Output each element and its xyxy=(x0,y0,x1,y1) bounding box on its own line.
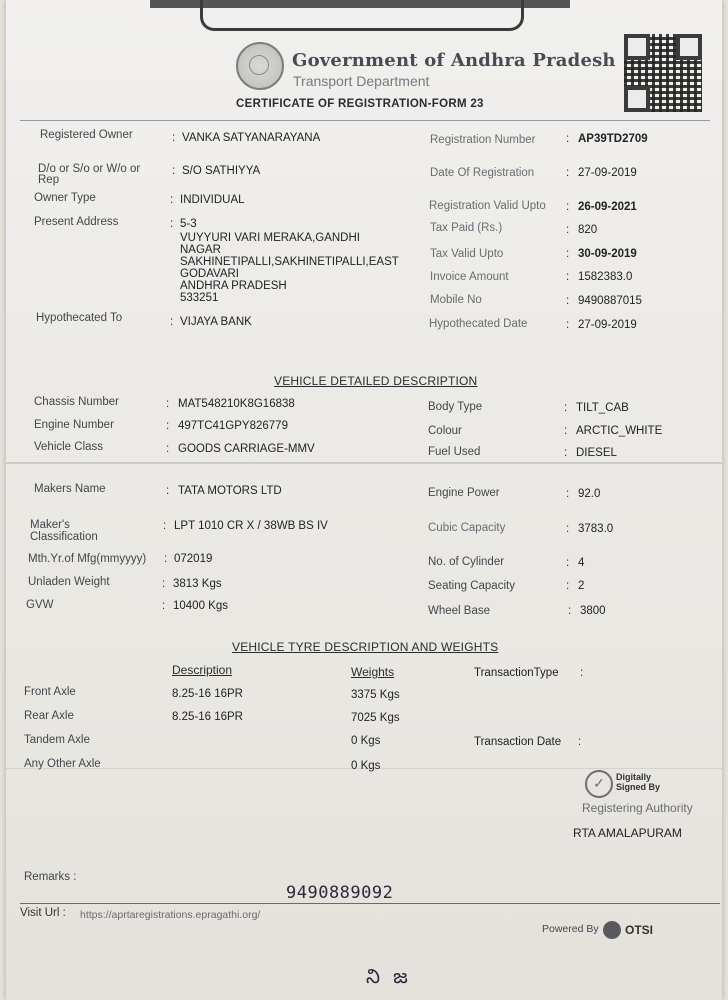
relation-label: D/o or S/o or W/o or xyxy=(38,163,141,175)
engine-power-value: 92.0 xyxy=(578,488,601,500)
certificate-title: CERTIFICATE OF REGISTRATION-FORM 23 xyxy=(236,98,484,110)
cubic-capacity-value: 3783.0 xyxy=(578,523,614,535)
unladen-weight-label: Unladen Weight xyxy=(28,576,110,588)
axle-weight: 0 Kgs xyxy=(351,760,381,772)
makers-name-value: TATA MOTORS LTD xyxy=(178,485,282,497)
chassis-number-value: MAT548210K8G16838 xyxy=(178,398,295,410)
remarks-label: Remarks : xyxy=(24,871,77,883)
tax-paid-value: 820 xyxy=(578,224,598,236)
tyre-description: 8.25-16 16PR xyxy=(172,711,243,723)
axle-label: Any Other Axle xyxy=(24,758,101,770)
registration-number-value: AP39TD2709 xyxy=(578,133,648,145)
vehicle-class-value: GOODS CARRIAGE-MMV xyxy=(178,443,315,455)
axle-label: Front Axle xyxy=(24,686,76,698)
cubic-capacity-label: Cubic Capacity xyxy=(428,522,506,534)
gvw-value: 10400 Kgs xyxy=(173,600,228,612)
address-line: 533251 xyxy=(180,292,219,304)
tax-valid-upto-value: 30-09-2019 xyxy=(578,248,637,260)
body-type-label: Body Type xyxy=(428,401,483,413)
hypothecated-date-value: 27-09-2019 xyxy=(578,319,637,331)
fuel-used-value: DIESEL xyxy=(576,447,617,459)
chassis-number-label: Chassis Number xyxy=(34,396,119,408)
digital-signature-check-icon: ✓ xyxy=(585,770,613,798)
address-line: NAGAR xyxy=(180,244,221,256)
relation-label-rep: Rep xyxy=(38,174,60,186)
mobile-no-value: 9490887015 xyxy=(578,295,642,307)
seating-capacity-value: 2 xyxy=(578,580,585,592)
cylinders-label: No. of Cylinder xyxy=(428,556,505,568)
date-of-registration-label: Date Of Registration xyxy=(430,167,535,179)
axle-weight: 0 Kgs xyxy=(351,735,381,747)
weights-header: Weights xyxy=(351,665,395,679)
registered-owner-label: Registered Owner xyxy=(40,129,133,141)
mfg-value: 072019 xyxy=(174,553,213,565)
otsi-logo-icon xyxy=(603,921,621,939)
qr-code-icon xyxy=(624,34,702,112)
ap-emblem-icon xyxy=(236,42,284,90)
vehicle-class-label: Vehicle Class xyxy=(34,441,104,453)
handwritten-note: ని జ xyxy=(366,964,409,988)
powered-by-label: Powered By xyxy=(542,923,599,935)
certificate-paper xyxy=(6,0,722,1000)
signed-by-text: Signed By xyxy=(616,782,661,792)
mobile-no-label: Mobile No xyxy=(430,294,482,306)
description-header: Description xyxy=(172,663,233,677)
wheel-base-value: 3800 xyxy=(580,605,606,617)
registration-number-label: Registration Number xyxy=(430,134,536,146)
registered-owner-value: VANKA SATYANARAYANA xyxy=(182,132,321,144)
otsi-text: OTSI xyxy=(625,923,654,937)
tax-paid-label: Tax Paid (Rs.) xyxy=(430,222,503,234)
registering-authority-label: Registering Authority xyxy=(582,801,693,815)
axle-weight: 3375 Kgs xyxy=(351,689,400,701)
header-divider xyxy=(20,120,710,121)
hypothecated-date-label: Hypothecated Date xyxy=(429,318,528,330)
axle-label: Tandem Axle xyxy=(24,734,90,746)
colour-label: Colour xyxy=(428,425,462,437)
axle-weight: 7025 Kgs xyxy=(351,712,400,724)
vehicle-section-title: VEHICLE DETAILED DESCRIPTION xyxy=(274,374,478,388)
engine-power-label: Engine Power xyxy=(428,487,500,499)
makers-classification-value: LPT 1010 CR X / 38WB BS IV xyxy=(174,520,328,532)
registration-valid-upto-label: Registration Valid Upto xyxy=(429,200,546,212)
axle-label: Rear Axle xyxy=(24,710,74,722)
mfg-label: Mth.Yr.of Mfg(mmyyyy) xyxy=(28,553,147,565)
makers-classification-label: Maker's xyxy=(30,519,70,531)
owner-type-label: Owner Type xyxy=(34,192,96,204)
fuel-used-label: Fuel Used xyxy=(428,446,481,458)
tax-valid-upto-label: Tax Valid Upto xyxy=(430,248,504,260)
hypothecated-to-label: Hypothecated To xyxy=(36,312,123,324)
gvw-label: GVW xyxy=(26,599,54,611)
address-line: VUYYURI VARI MERAKA,GANDHI xyxy=(180,232,360,244)
seating-capacity-label: Seating Capacity xyxy=(428,580,515,592)
transaction-type-label: TransactionType xyxy=(474,667,559,679)
clipboard-clip xyxy=(200,0,524,31)
invoice-amount-value: 1582383.0 xyxy=(578,271,633,283)
relation-value: S/O SATHIYYA xyxy=(182,165,261,177)
tyre-description: 8.25-16 16PR xyxy=(172,688,243,700)
cylinders-value: 4 xyxy=(578,557,585,569)
present-address-label: Present Address xyxy=(34,216,119,228)
unladen-weight-value: 3813 Kgs xyxy=(173,578,222,590)
department-title: Transport Department xyxy=(293,73,430,89)
address-line: GODAVARI xyxy=(180,268,239,280)
address-line: 5-3 xyxy=(180,218,197,230)
registration-valid-upto-value: 26-09-2021 xyxy=(578,201,637,213)
visit-url-label: Visit Url : xyxy=(20,907,66,919)
makers-name-label: Makers Name xyxy=(34,483,106,495)
transaction-date-label: Transaction Date xyxy=(474,736,562,748)
engine-number-value: 497TC41GPY826779 xyxy=(178,420,288,432)
body-type-value: TILT_CAB xyxy=(576,402,629,414)
hypothecated-to-value: VIJAYA BANK xyxy=(180,316,252,328)
paper-fold xyxy=(6,462,722,464)
footer-divider xyxy=(20,903,720,904)
address-line: SAKHINETIPALLI,SAKHINETIPALLI,EAST xyxy=(180,256,399,268)
digitally-signed-text: Digitally xyxy=(616,772,652,782)
visit-url-link[interactable]: https://aprtaregistrations.epragathi.org/ xyxy=(80,909,261,921)
handwritten-phone-number: 9490889092 xyxy=(286,883,394,903)
government-title: Government of Andhra Pradesh xyxy=(292,50,616,71)
rta-office: RTA AMALAPURAM xyxy=(573,826,682,840)
makers-classification-label-2: Classification xyxy=(30,531,98,543)
date-of-registration-value: 27-09-2019 xyxy=(578,167,637,179)
wheel-base-label: Wheel Base xyxy=(428,605,491,617)
invoice-amount-label: Invoice Amount xyxy=(430,271,509,283)
tyre-section-title: VEHICLE TYRE DESCRIPTION AND WEIGHTS xyxy=(232,640,499,654)
engine-number-label: Engine Number xyxy=(34,419,114,431)
colour-value: ARCTIC_WHITE xyxy=(576,425,663,437)
address-line: ANDHRA PRADESH xyxy=(180,280,287,292)
owner-type-value: INDIVIDUAL xyxy=(180,194,245,206)
